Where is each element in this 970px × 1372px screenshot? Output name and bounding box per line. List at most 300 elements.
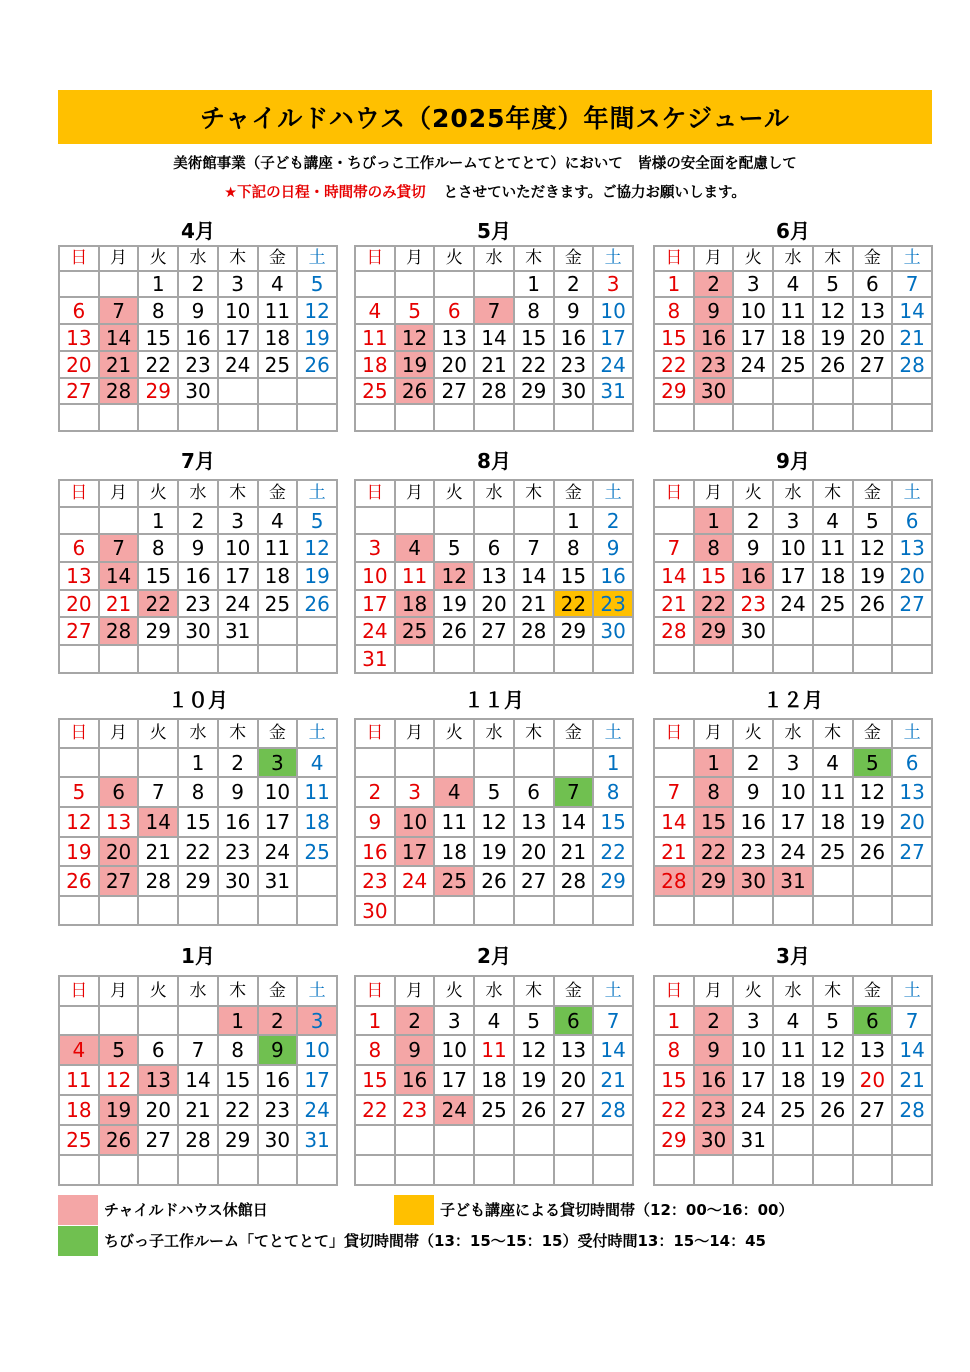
day-cell: 1 xyxy=(355,1006,395,1035)
day-cell: 7 xyxy=(593,1006,633,1035)
weekday-header: 火 xyxy=(434,246,474,271)
month-table xyxy=(354,245,634,432)
day-cell: 4 xyxy=(258,507,298,534)
day-cell: 22 xyxy=(138,351,178,378)
day-cell: 2 xyxy=(355,777,395,807)
weekday-header: 金 xyxy=(258,719,298,748)
day-cell xyxy=(654,645,694,673)
day-cell: 5 xyxy=(514,1006,554,1035)
legend-workshop-swatch xyxy=(58,1226,98,1256)
day-cell: 20 xyxy=(892,807,932,837)
notice-line-1: 美術館事業（子ども講座・ちびっこ工作ルームてとてとて）において 皆様の安全面を配慮して xyxy=(173,156,797,172)
day-cell xyxy=(59,896,99,925)
day-cell: 30 xyxy=(554,378,594,404)
day-cell: 11 xyxy=(297,777,337,807)
day-cell: 22 xyxy=(654,351,694,378)
day-cell xyxy=(138,1155,178,1185)
weekday-header: 土 xyxy=(593,976,633,1006)
day-cell: 16 xyxy=(733,562,773,590)
weekday-header: 土 xyxy=(892,719,932,748)
day-cell: 22 xyxy=(355,1095,395,1125)
day-cell: 9 xyxy=(694,1035,734,1065)
month-label: 2月 xyxy=(477,944,511,968)
day-cell: 8 xyxy=(218,1035,258,1065)
month-table xyxy=(58,718,338,926)
day-cell xyxy=(395,1155,435,1185)
day-cell: 15 xyxy=(654,1065,694,1095)
day-cell: 1 xyxy=(654,271,694,297)
week-row xyxy=(59,351,337,378)
month-table xyxy=(354,479,634,674)
day-cell: 18 xyxy=(297,807,337,837)
legend-lecture-swatch xyxy=(394,1195,434,1225)
day-cell: 14 xyxy=(892,297,932,324)
week-row xyxy=(355,562,633,590)
month-table xyxy=(58,245,338,432)
weekday-header-row xyxy=(355,719,633,748)
weekday-header-row xyxy=(59,719,337,748)
month-table xyxy=(653,718,933,926)
day-cell: 17 xyxy=(773,807,813,837)
day-cell xyxy=(355,748,395,777)
day-cell: 3 xyxy=(355,534,395,562)
day-cell: 31 xyxy=(297,1125,337,1155)
day-cell: 23 xyxy=(593,590,633,617)
day-cell: 24 xyxy=(773,590,813,617)
day-cell: 3 xyxy=(593,271,633,297)
day-cell: 7 xyxy=(654,534,694,562)
day-cell: 2 xyxy=(395,1006,435,1035)
day-cell: 1 xyxy=(138,271,178,297)
weekday-header: 月 xyxy=(395,719,435,748)
day-cell xyxy=(355,1125,395,1155)
week-row xyxy=(654,1035,932,1065)
day-cell: 20 xyxy=(514,837,554,866)
day-cell: 3 xyxy=(434,1006,474,1035)
day-cell xyxy=(554,645,594,673)
day-cell xyxy=(218,378,258,404)
day-cell: 6 xyxy=(99,777,139,807)
day-cell: 17 xyxy=(355,590,395,617)
day-cell: 4 xyxy=(474,1006,514,1035)
month-label: 5月 xyxy=(477,219,511,243)
weekday-header: 水 xyxy=(178,719,218,748)
day-cell xyxy=(99,404,139,431)
weekday-header: 金 xyxy=(258,976,298,1006)
day-cell: 31 xyxy=(773,866,813,896)
day-cell: 16 xyxy=(395,1065,435,1095)
day-cell: 15 xyxy=(178,807,218,837)
weekday-header: 木 xyxy=(514,246,554,271)
day-cell: 24 xyxy=(355,617,395,645)
day-cell xyxy=(593,1155,633,1185)
day-cell: 21 xyxy=(178,1095,218,1125)
day-cell: 12 xyxy=(395,324,435,351)
day-cell: 10 xyxy=(593,297,633,324)
day-cell: 23 xyxy=(178,351,218,378)
day-cell: 14 xyxy=(654,562,694,590)
day-cell: 12 xyxy=(813,1035,853,1065)
day-cell xyxy=(218,1155,258,1185)
day-cell xyxy=(395,404,435,431)
day-cell xyxy=(474,507,514,534)
week-row xyxy=(654,896,932,925)
day-cell: 10 xyxy=(218,534,258,562)
week-row xyxy=(355,351,633,378)
day-cell: 14 xyxy=(554,807,594,837)
day-cell xyxy=(892,1125,932,1155)
notice-rest: とさせていただきます。ご協力お願いします。 xyxy=(443,185,746,201)
day-cell: 25 xyxy=(258,351,298,378)
day-cell: 30 xyxy=(733,617,773,645)
month-table xyxy=(354,718,634,926)
day-cell: 5 xyxy=(434,534,474,562)
day-cell: 14 xyxy=(474,324,514,351)
day-cell: 24 xyxy=(218,590,258,617)
day-cell: 17 xyxy=(297,1065,337,1095)
weekday-header: 火 xyxy=(434,719,474,748)
day-cell: 19 xyxy=(813,1065,853,1095)
day-cell xyxy=(813,1155,853,1185)
day-cell: 21 xyxy=(99,590,139,617)
day-cell xyxy=(773,404,813,431)
weekday-header: 木 xyxy=(218,976,258,1006)
day-cell: 6 xyxy=(474,534,514,562)
day-cell: 20 xyxy=(138,1095,178,1125)
legend-workshop-label: ちびっ子工作ルーム「てとてとて」貸切時間帯（13：15〜15：15）受付時間13：15〜14：45 xyxy=(104,1232,766,1250)
day-cell: 6 xyxy=(59,534,99,562)
day-cell xyxy=(297,404,337,431)
day-cell: 30 xyxy=(218,866,258,896)
weekday-header: 木 xyxy=(514,719,554,748)
day-cell: 25 xyxy=(773,1095,813,1125)
month-label: 1月 xyxy=(181,944,215,968)
day-cell xyxy=(554,1125,594,1155)
week-row xyxy=(59,617,337,645)
day-cell xyxy=(434,1125,474,1155)
day-cell xyxy=(554,748,594,777)
day-cell xyxy=(297,896,337,925)
day-cell xyxy=(892,645,932,673)
day-cell: 15 xyxy=(218,1065,258,1095)
day-cell: 16 xyxy=(733,807,773,837)
day-cell: 7 xyxy=(99,297,139,324)
weekday-header: 火 xyxy=(138,480,178,507)
weekday-header: 水 xyxy=(474,719,514,748)
day-cell: 12 xyxy=(853,534,893,562)
day-cell: 4 xyxy=(813,748,853,777)
day-cell: 26 xyxy=(813,351,853,378)
day-cell: 14 xyxy=(892,1035,932,1065)
day-cell: 4 xyxy=(773,271,813,297)
day-cell: 12 xyxy=(514,1035,554,1065)
weekday-header: 土 xyxy=(297,719,337,748)
day-cell: 25 xyxy=(59,1125,99,1155)
day-cell: 23 xyxy=(395,1095,435,1125)
day-cell: 16 xyxy=(218,807,258,837)
day-cell: 4 xyxy=(773,1006,813,1035)
day-cell: 10 xyxy=(395,807,435,837)
day-cell xyxy=(593,1125,633,1155)
weekday-header: 月 xyxy=(395,480,435,507)
day-cell xyxy=(813,645,853,673)
day-cell: 16 xyxy=(178,562,218,590)
day-cell: 20 xyxy=(554,1065,594,1095)
day-cell: 1 xyxy=(178,748,218,777)
weekday-header: 水 xyxy=(178,246,218,271)
day-cell xyxy=(694,1155,734,1185)
week-row xyxy=(59,378,337,404)
week-row xyxy=(654,1065,932,1095)
day-cell: 16 xyxy=(258,1065,298,1095)
day-cell xyxy=(218,404,258,431)
day-cell xyxy=(514,748,554,777)
day-cell: 12 xyxy=(297,534,337,562)
day-cell xyxy=(99,1155,139,1185)
weekday-header: 木 xyxy=(813,719,853,748)
day-cell: 26 xyxy=(853,837,893,866)
day-cell: 22 xyxy=(218,1095,258,1125)
day-cell: 21 xyxy=(654,837,694,866)
day-cell xyxy=(138,1006,178,1035)
day-cell: 27 xyxy=(474,617,514,645)
day-cell: 30 xyxy=(733,866,773,896)
day-cell: 7 xyxy=(892,1006,932,1035)
week-row xyxy=(59,896,337,925)
day-cell xyxy=(514,896,554,925)
day-cell: 6 xyxy=(434,297,474,324)
day-cell: 19 xyxy=(297,562,337,590)
week-row xyxy=(654,562,932,590)
day-cell xyxy=(654,896,694,925)
weekday-header: 木 xyxy=(813,976,853,1006)
day-cell xyxy=(892,378,932,404)
day-cell xyxy=(733,378,773,404)
day-cell: 10 xyxy=(218,297,258,324)
day-cell: 3 xyxy=(297,1006,337,1035)
week-row xyxy=(355,590,633,617)
day-cell: 8 xyxy=(654,1035,694,1065)
day-cell: 4 xyxy=(434,777,474,807)
day-cell xyxy=(474,748,514,777)
day-cell: 13 xyxy=(138,1065,178,1095)
day-cell xyxy=(355,1155,395,1185)
day-cell: 19 xyxy=(99,1095,139,1125)
day-cell: 10 xyxy=(297,1035,337,1065)
day-cell: 5 xyxy=(813,1006,853,1035)
day-cell xyxy=(813,404,853,431)
week-row xyxy=(59,1125,337,1155)
day-cell xyxy=(773,896,813,925)
day-cell: 3 xyxy=(258,748,298,777)
weekday-header-row xyxy=(654,246,932,271)
day-cell: 28 xyxy=(654,617,694,645)
day-cell: 21 xyxy=(554,837,594,866)
day-cell: 23 xyxy=(694,351,734,378)
day-cell xyxy=(654,507,694,534)
day-cell xyxy=(59,271,99,297)
week-row xyxy=(654,1006,932,1035)
page-title: チャイルドハウス（2025年度）年間スケジュール xyxy=(58,90,932,144)
weekday-header: 木 xyxy=(218,246,258,271)
day-cell xyxy=(892,896,932,925)
day-cell: 19 xyxy=(853,807,893,837)
day-cell: 2 xyxy=(554,271,594,297)
day-cell xyxy=(773,1125,813,1155)
day-cell: 11 xyxy=(773,1035,813,1065)
week-row xyxy=(59,404,337,431)
day-cell xyxy=(853,617,893,645)
day-cell: 26 xyxy=(297,590,337,617)
day-cell: 26 xyxy=(99,1125,139,1155)
day-cell: 22 xyxy=(514,351,554,378)
day-cell xyxy=(554,896,594,925)
week-row xyxy=(355,297,633,324)
day-cell xyxy=(773,617,813,645)
day-cell: 10 xyxy=(258,777,298,807)
day-cell xyxy=(514,507,554,534)
week-row xyxy=(654,1155,932,1185)
day-cell: 1 xyxy=(694,507,734,534)
day-cell xyxy=(694,404,734,431)
day-cell: 7 xyxy=(138,777,178,807)
weekday-header: 火 xyxy=(733,976,773,1006)
day-cell: 29 xyxy=(694,866,734,896)
day-cell xyxy=(654,748,694,777)
day-cell: 28 xyxy=(892,1095,932,1125)
weekday-header: 火 xyxy=(733,246,773,271)
day-cell: 5 xyxy=(59,777,99,807)
day-cell xyxy=(59,645,99,673)
week-row xyxy=(59,562,337,590)
day-cell: 21 xyxy=(892,1065,932,1095)
weekday-header: 月 xyxy=(694,246,734,271)
day-cell: 20 xyxy=(59,590,99,617)
day-cell: 22 xyxy=(554,590,594,617)
day-cell xyxy=(99,748,139,777)
day-cell xyxy=(178,1006,218,1035)
weekday-header: 金 xyxy=(853,976,893,1006)
day-cell: 13 xyxy=(554,1035,594,1065)
day-cell: 22 xyxy=(593,837,633,866)
day-cell xyxy=(178,404,218,431)
weekday-header: 水 xyxy=(773,976,813,1006)
day-cell xyxy=(694,896,734,925)
day-cell xyxy=(99,1006,139,1035)
day-cell: 5 xyxy=(813,271,853,297)
day-cell: 16 xyxy=(593,562,633,590)
week-row xyxy=(654,297,932,324)
day-cell: 15 xyxy=(694,807,734,837)
day-cell xyxy=(99,507,139,534)
day-cell: 28 xyxy=(99,378,139,404)
day-cell: 9 xyxy=(733,534,773,562)
weekday-header: 火 xyxy=(733,719,773,748)
day-cell xyxy=(434,404,474,431)
day-cell: 17 xyxy=(395,837,435,866)
day-cell: 2 xyxy=(694,271,734,297)
week-row xyxy=(59,866,337,896)
week-row xyxy=(59,507,337,534)
day-cell: 9 xyxy=(554,297,594,324)
week-row xyxy=(59,645,337,673)
day-cell: 29 xyxy=(654,378,694,404)
week-row xyxy=(654,837,932,866)
weekday-header: 土 xyxy=(593,246,633,271)
day-cell: 3 xyxy=(773,507,813,534)
day-cell: 23 xyxy=(733,837,773,866)
day-cell: 18 xyxy=(258,562,298,590)
day-cell xyxy=(434,271,474,297)
day-cell: 26 xyxy=(434,617,474,645)
day-cell: 19 xyxy=(474,837,514,866)
day-cell: 24 xyxy=(395,866,435,896)
weekday-header: 水 xyxy=(474,246,514,271)
weekday-header: 土 xyxy=(892,976,932,1006)
day-cell: 29 xyxy=(138,378,178,404)
day-cell: 14 xyxy=(593,1035,633,1065)
weekday-header: 日 xyxy=(654,246,694,271)
day-cell: 2 xyxy=(733,748,773,777)
day-cell: 6 xyxy=(554,1006,594,1035)
week-row xyxy=(59,807,337,837)
day-cell xyxy=(773,378,813,404)
day-cell: 23 xyxy=(258,1095,298,1125)
weekday-header: 月 xyxy=(694,480,734,507)
day-cell: 27 xyxy=(853,1095,893,1125)
day-cell xyxy=(892,866,932,896)
day-cell: 30 xyxy=(355,896,395,925)
day-cell xyxy=(355,404,395,431)
day-cell: 7 xyxy=(178,1035,218,1065)
day-cell: 5 xyxy=(853,507,893,534)
day-cell xyxy=(434,748,474,777)
day-cell: 24 xyxy=(773,837,813,866)
week-row xyxy=(355,1155,633,1185)
weekday-header: 木 xyxy=(218,719,258,748)
day-cell xyxy=(258,1155,298,1185)
day-cell xyxy=(733,896,773,925)
day-cell: 17 xyxy=(733,324,773,351)
day-cell xyxy=(654,1155,694,1185)
day-cell: 26 xyxy=(395,378,435,404)
weekday-header: 日 xyxy=(654,976,694,1006)
day-cell xyxy=(59,1006,99,1035)
week-row xyxy=(59,590,337,617)
day-cell: 11 xyxy=(773,297,813,324)
day-cell xyxy=(434,896,474,925)
day-cell: 27 xyxy=(138,1125,178,1155)
day-cell: 14 xyxy=(99,324,139,351)
day-cell: 17 xyxy=(434,1065,474,1095)
weekday-header: 土 xyxy=(593,719,633,748)
day-cell: 2 xyxy=(694,1006,734,1035)
week-row xyxy=(59,297,337,324)
day-cell xyxy=(297,645,337,673)
day-cell: 4 xyxy=(813,507,853,534)
day-cell: 11 xyxy=(395,562,435,590)
day-cell xyxy=(395,271,435,297)
month-table xyxy=(58,479,338,674)
day-cell: 30 xyxy=(694,378,734,404)
day-cell: 17 xyxy=(593,324,633,351)
day-cell: 27 xyxy=(434,378,474,404)
day-cell xyxy=(892,404,932,431)
weekday-header: 日 xyxy=(355,976,395,1006)
week-row xyxy=(654,645,932,673)
day-cell xyxy=(59,748,99,777)
day-cell: 19 xyxy=(434,590,474,617)
